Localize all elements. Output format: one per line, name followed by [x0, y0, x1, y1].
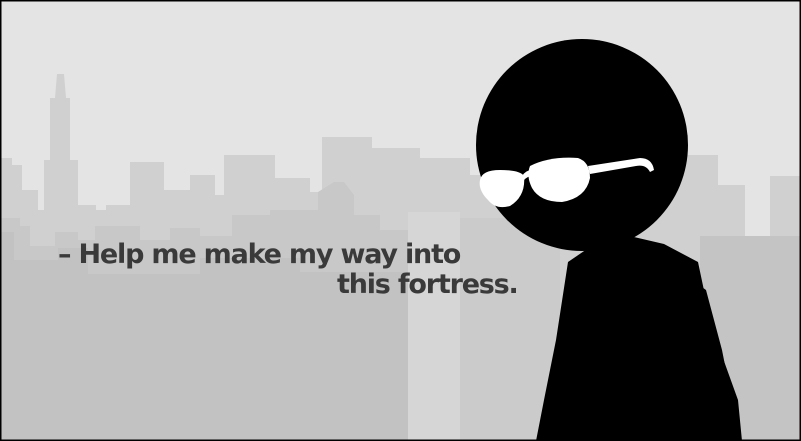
dialogue-text: [58, 240, 518, 300]
dialogue-line-2: this fortress.: [337, 269, 518, 300]
stickman-head: [476, 39, 688, 251]
dialogue-line-1: – Help me make my way into: [58, 239, 461, 270]
